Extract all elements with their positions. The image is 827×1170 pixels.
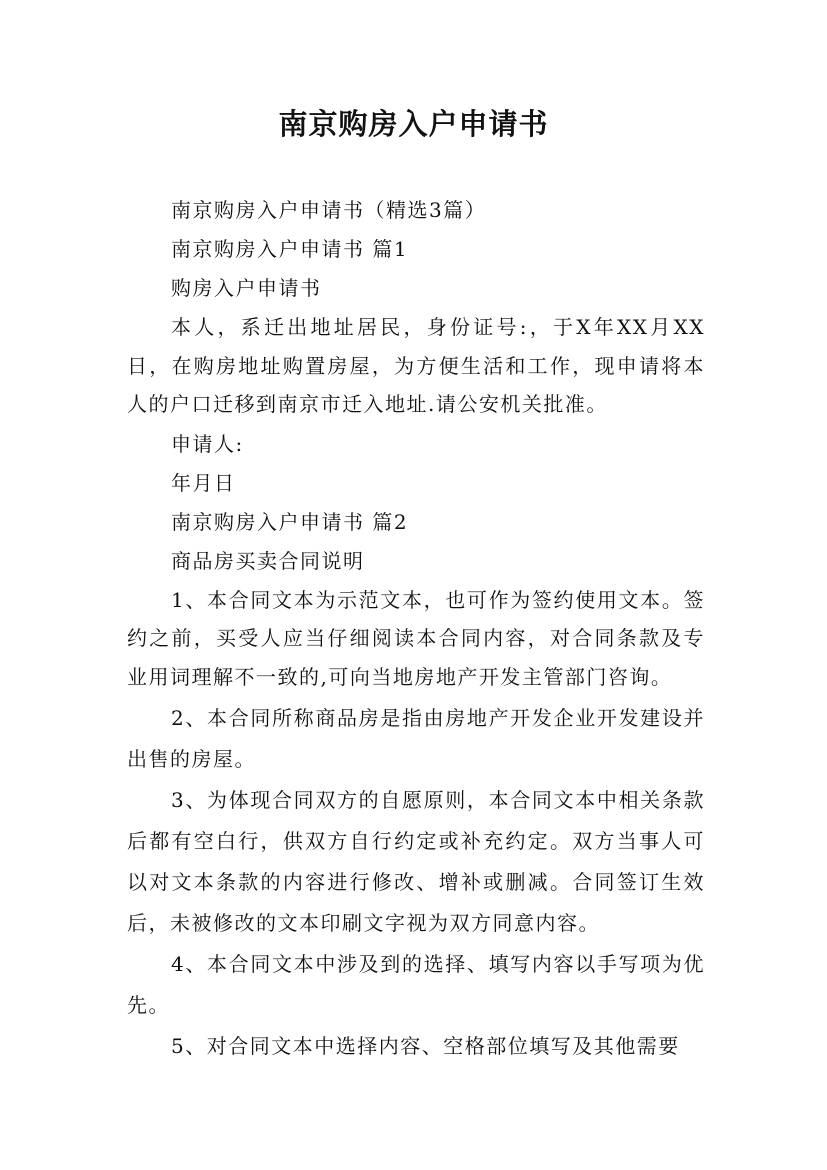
paragraph-note-1: 1、本合同文本为示范文本，也可作为签约使用文本。签约之前，买受人应当仔细阅读本合同内容，对合同条款及专业用词理解不一致的,可向当地房地产开发主管部门咨询。 xyxy=(127,587,705,689)
paragraph-application-body: 本人，系迁出地址居民，身份证号:，于X年XX月XX日，在购房地址购置房屋，为方便生活和工作，现申请将本人的户口迁移到南京市迁入地址.请公安机关批准。 xyxy=(127,315,705,417)
paragraph-section-2-heading: 南京购房入户申请书 篇2 xyxy=(171,509,409,534)
paragraph-section-1-heading: 南京购房入户申请书 篇1 xyxy=(171,237,409,261)
document-body xyxy=(127,191,705,1067)
paragraph-contract-notes-heading: 商品房买卖合同说明 xyxy=(171,548,365,573)
document-title: 南京购房入户申请书 xyxy=(278,107,549,141)
paragraph-date-label: 年月日 xyxy=(171,470,236,495)
paragraph-collection-title: 南京购房入户申请书（精选3篇） xyxy=(171,198,487,222)
paragraph-applicant-label: 申请人: xyxy=(171,431,244,456)
paragraph-note-3: 3、为体现合同双方的自愿原则，本合同文本中相关条款后都有空白行，供双方自行约定或补充约定。双方当事人可以对文本条款的内容进行修改、增补或删减。合同签订生效后，未被修改的文本印刷文字视为双方同意内容。 xyxy=(127,787,705,935)
paragraph-note-4: 4、本合同文本中涉及到的选择、填写内容以手写项为优先。 xyxy=(127,951,705,1017)
paragraph-note-2: 2、本合同所称商品房是指由房地产开发企业开发建设并出售的房屋。 xyxy=(127,705,705,771)
paragraph-note-5: 5、对合同文本中选择内容、空格部位填写及其他需要 xyxy=(171,1033,680,1058)
paragraph-application-heading: 购房入户申请书 xyxy=(171,276,322,300)
